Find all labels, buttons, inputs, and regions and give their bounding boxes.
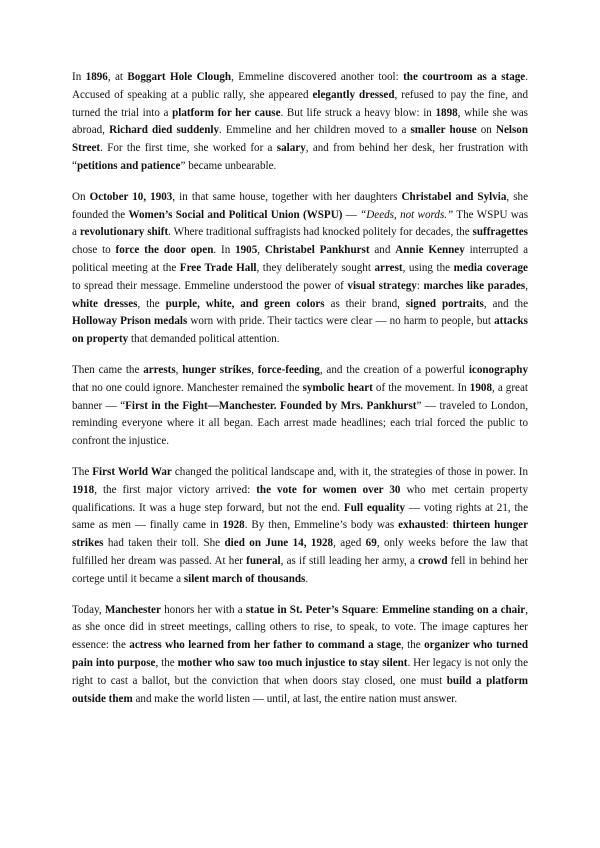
bold-text: hunger strikes: [182, 363, 252, 376]
text-run: of the movement. In: [372, 381, 470, 394]
bold-text: Annie Kenney: [395, 244, 465, 257]
text-run: :: [416, 279, 424, 292]
bold-text: crowd: [418, 554, 448, 567]
bold-text: petitions and patience: [76, 159, 181, 172]
text-run: , as if still leading her army, a: [280, 554, 419, 567]
text-run: to spread their message. Emmeline understood the power of: [72, 279, 348, 292]
bold-text: Nelson Street: [72, 124, 528, 155]
text-run: , only weeks before the law that fulfilled her dream was passed. At her: [72, 537, 528, 567]
text-run: ,: [257, 244, 265, 257]
text-run: . In: [213, 244, 236, 257]
text-run: had taken their toll. She: [103, 537, 225, 550]
bold-text: suffragettes: [472, 226, 528, 239]
bold-text: funeral: [246, 554, 281, 567]
bold-text: elegantly dressed: [312, 88, 395, 101]
text-run: , she founded the: [72, 190, 529, 221]
text-run: . Accused of speaking at a public rally, she appeared: [72, 71, 529, 101]
bold-text: media coverage: [453, 261, 528, 274]
text-run: and make the world listen — until, at last, the entire nation must answer.: [132, 692, 458, 705]
text-run: . Her legacy is not only the right to cast a ballot, but the conviction that when doors stay closed, one must: [72, 656, 529, 687]
bold-text: died on June 14, 1928: [224, 537, 334, 550]
text-run: —: [342, 208, 361, 221]
bold-text: Free Trade Hall: [179, 261, 257, 274]
text-run: that no one could ignore. Manchester remained the: [72, 381, 303, 394]
bold-text: salary: [276, 142, 306, 155]
text-run: , using the: [402, 261, 454, 274]
paragraph-1: [72, 69, 528, 176]
text-run: , the: [155, 656, 178, 669]
text-run: , and the creation of a powerful: [319, 363, 469, 376]
text-run: , Emmeline discovered another tool:: [231, 71, 404, 83]
bold-text: Full equality: [343, 501, 406, 514]
paragraph-5: [72, 602, 528, 709]
text-run: . By then, Emmeline’s body was: [244, 519, 399, 532]
paragraph-4: [72, 464, 528, 589]
text-run: changed the political landscape and, with it, the strategies of those in power. In: [171, 465, 528, 478]
text-run: , in that same house, together with her daughters: [172, 190, 402, 203]
text-run: , and the: [483, 297, 529, 310]
bold-text: Manchester: [104, 603, 161, 616]
bold-text: Emmeline standing on a chair: [381, 603, 526, 616]
text-run: honors her with a: [160, 603, 246, 616]
text-run: , the: [137, 297, 166, 310]
text-run: Then came the: [72, 363, 144, 376]
bold-text: 1908: [469, 381, 492, 394]
text-run: interrupted a political meeting at the: [72, 244, 529, 274]
text-run: Today,: [72, 603, 105, 616]
bold-text: thirteen hunger strikes: [72, 519, 528, 550]
bold-text: marches like parades: [423, 279, 526, 292]
bold-text: the courtroom as a stage: [403, 71, 526, 83]
text-run: , and from behind her desk, her frustration with “: [72, 142, 528, 172]
bold-text: actress who learned from her father to command a stage: [129, 639, 401, 652]
bold-text: organizer who turned pain into purpose: [72, 639, 528, 669]
bold-text: 69: [365, 537, 377, 550]
text-run: ” — traveled to London, reminding everyone where it all began. Each arrest made headlines; each trial forced the public to confront the injustice.: [72, 399, 529, 448]
bold-text: arrest: [374, 261, 403, 274]
text-run: chose to: [72, 244, 116, 257]
bold-text: visual strategy: [347, 279, 417, 292]
text-run: , a great banner — “: [72, 381, 528, 412]
text-run: and: [369, 244, 396, 257]
text-run: ,: [525, 279, 528, 292]
bold-text: Christabel and Sylvia: [401, 190, 507, 203]
bold-text: iconography: [468, 363, 529, 376]
bold-text: attacks on property: [72, 315, 528, 346]
text-run: In: [72, 71, 86, 83]
bold-text: force the door open: [115, 244, 214, 257]
bold-text: arrests: [143, 363, 176, 376]
bold-text: statue in St. Peter’s Square: [245, 603, 376, 616]
text-run: ,: [175, 363, 183, 376]
text-run: . Emmeline and her children moved to a: [219, 124, 411, 137]
paragraph-3: [72, 362, 528, 451]
bold-text: revolutionary shift: [79, 226, 169, 239]
text-run: , while she was abroad,: [72, 106, 528, 137]
text-run: The WSPU was a: [72, 208, 529, 239]
text-run: , the first major victory arrived:: [94, 483, 257, 496]
bold-text: platform for her cause: [172, 106, 281, 119]
paragraph-2: [72, 189, 528, 349]
text-run: ,: [251, 363, 258, 376]
bold-text: purple, white, and green colors: [165, 297, 325, 310]
bold-text: white dresses: [72, 297, 138, 310]
bold-text: October 10, 1903: [89, 190, 173, 203]
text-run: :: [445, 519, 453, 532]
text-run: fell in behind her cortege until it became a: [72, 554, 528, 585]
bold-text: Christabel Pankhurst: [264, 244, 370, 257]
bold-text: 1918: [72, 483, 95, 496]
text-run: , aged: [333, 537, 366, 550]
text-run: , as she once did in street meetings, calling others to rise, to speak, to vote. The image captures her essence: the: [72, 603, 528, 652]
bold-text: smaller house: [410, 124, 477, 137]
text-run: . But life struck a heavy blow: in: [280, 106, 436, 119]
bold-text: First in the Fight—Manchester. Founded by Mrs. Pankhurst: [125, 399, 417, 412]
text-run: . For the first time, she worked for a: [100, 142, 277, 155]
text-run: — voting rights at 21, the same as men — finally came in: [72, 501, 528, 532]
text-run: :: [375, 603, 382, 616]
text-run: ” became unbearable.: [180, 159, 277, 172]
bold-text: force-feeding: [257, 363, 320, 376]
text-run: that demanded political attention.: [128, 333, 280, 346]
text-run: as their brand,: [324, 297, 406, 310]
bold-text: 1898: [435, 106, 458, 119]
bold-text: Women’s Social and Political Union (WSPU): [128, 208, 343, 221]
text-run: on: [476, 124, 496, 137]
bold-text: First World War: [92, 465, 172, 478]
text-run: who met certain property qualifications. It was a huge step forward, but not the end.: [72, 483, 528, 514]
text-run: , they deliberately sought: [256, 261, 375, 274]
bold-text: build a platform outside them: [72, 674, 528, 705]
bold-text: exhausted: [398, 519, 446, 532]
bold-text: Richard died suddenly: [109, 124, 219, 137]
text-run: , the: [401, 639, 425, 652]
bold-text: 1928: [222, 519, 245, 532]
bold-text: 1905: [235, 244, 258, 257]
bold-text: Holloway Prison medals: [72, 315, 188, 328]
bold-text: Boggart Hole Clough: [127, 71, 232, 83]
text-run: , refused to pay the fine, and turned the trial into a: [72, 88, 528, 119]
italic-text: “Deeds, not words.”: [360, 208, 454, 221]
text-run: worn with pride. Their tactics were clear — no harm to people, but: [187, 315, 495, 328]
bold-text: symbolic heart: [302, 381, 373, 394]
text-run: The: [72, 465, 93, 478]
bold-text: the vote for women over 30: [256, 483, 401, 496]
text-run: , at: [107, 71, 128, 83]
bold-text: 1896: [85, 71, 108, 83]
bold-text: signed portraits: [405, 297, 484, 310]
text-run: On: [72, 190, 90, 203]
text-run: .: [305, 572, 309, 585]
bold-text: mother who saw too much injustice to stay silent: [177, 656, 408, 669]
text-run: . Where traditional suffragists had knocked politely for decades, the: [168, 226, 473, 239]
bold-text: silent march of thousands: [183, 572, 306, 585]
